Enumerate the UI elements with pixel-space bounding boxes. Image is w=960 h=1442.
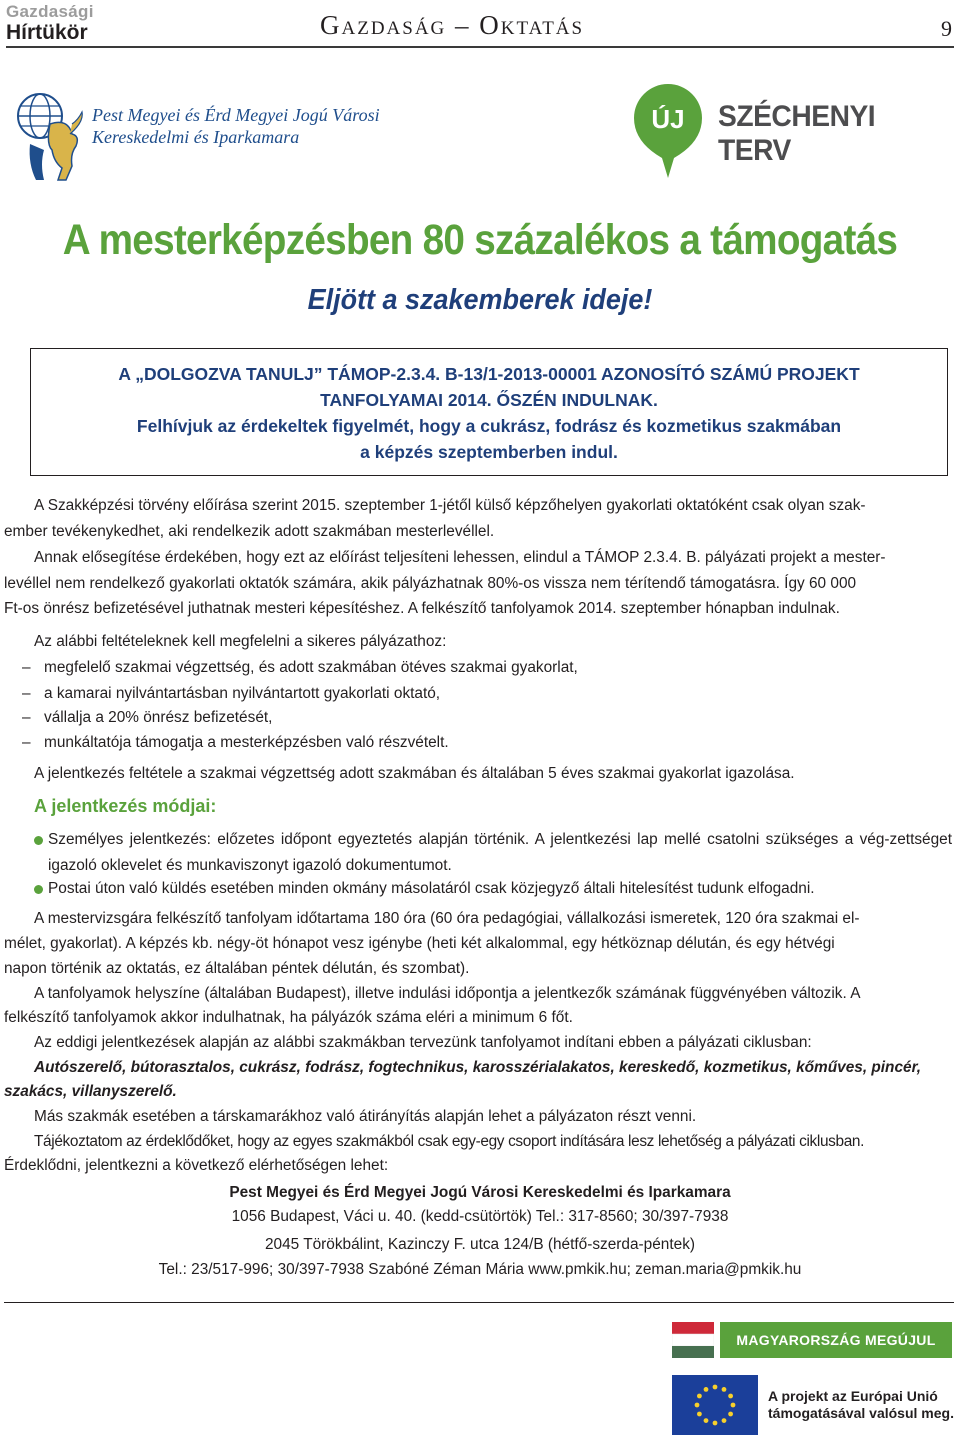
condition-text: vállalja a 20% önrész befizetését, bbox=[44, 709, 273, 726]
section-title: Gazdaság – Oktatás bbox=[320, 10, 585, 40]
trades-line: szakács, villanyszerelő. bbox=[4, 1083, 177, 1100]
condition-text: a kamarai nyilvántartásban nyilvántartott gyakorlati oktató, bbox=[44, 685, 441, 702]
chamber-name-line1: Pest Megyei és Érd Megyei Jogú Városi bbox=[92, 105, 380, 125]
intro-line: levéllel nem rendelkező gyakorlati oktatók számára, akik pályázhatnak 80%-os vissza nem térítendő támogatásra. Így 60 000 bbox=[4, 575, 857, 592]
notice-line: TANFOLYAMAI 2014. ŐSZÉN INDULNAK. bbox=[320, 390, 658, 410]
article-subtitle: Eljött a szakemberek ideje! bbox=[307, 284, 653, 316]
article-title: A mesterképzésben 80 százalékos a támogatás bbox=[62, 216, 898, 264]
szechenyi-text: SZÉCHENYI TERV bbox=[718, 100, 876, 167]
application-method-text: Postai úton való küldés esetében minden okmány másolatáról csak közjegyző általi hitelesítést tudunk elfogadni. bbox=[48, 880, 815, 897]
eu-support-line: A projekt az Európai Unió bbox=[768, 1388, 938, 1404]
application-condition: A jelentkezés feltétele a szakmai végzettség adott szakmában és általában 5 éves szakmai gyakorlat igazolása. bbox=[34, 765, 795, 782]
eu-support-text bbox=[768, 1388, 954, 1422]
application-method-item bbox=[34, 876, 952, 902]
contact-org: Pest Megyei és Érd Megyei Jogú Városi Kereskedelmi és Iparkamara bbox=[229, 1184, 731, 1201]
course-info-line: mélet, gyakorlat). A képzés kb. négy-öt hónapot vesz igénybe (heti két alkalommal, egy hétköznap délután, és egy hétvégi bbox=[4, 935, 835, 952]
intro-line: A Szakképzési törvény előírása szerint 2015. szeptember 1-jétől külső képzőhelyen gyakorlati oktatóként csak olyan szak- bbox=[34, 497, 866, 514]
closing-line: Más szakmák esetében a társkamarákhoz való átirányítás alapján lehet a pályázaton részt venni. bbox=[34, 1108, 697, 1125]
chamber-name bbox=[92, 104, 422, 148]
condition-item: – vállalja a 20% önrész befizetését, bbox=[22, 709, 273, 726]
notice-line: Felhívjuk az érdekeltek figyelmét, hogy a cukrász, fodrász és kozmetikus szakmában bbox=[136, 416, 842, 436]
application-method-item bbox=[34, 827, 952, 879]
condition-text: megfelelő szakmai végzettség, és adott szakmában ötéves szakmai gyakorlat, bbox=[44, 659, 578, 676]
page-number: 9 bbox=[941, 16, 952, 41]
condition-item: – megfelelő szakmai végzettség, és adott szakmában ötéves szakmai gyakorlat, bbox=[22, 659, 578, 676]
condition-item: – a kamarai nyilvántartásban nyilvántartott gyakorlati oktató, bbox=[22, 685, 441, 702]
course-info-line: A mestervizsgára felkészítő tanfolyam időtartama 180 óra (60 óra pedagógiai, vállalkozási ismeretek, 120 óra szakmai el- bbox=[34, 910, 860, 927]
notice-line: A „DOLGOZVA TANULJ” TÁMOP-2.3.4. B-13/1-2013-00001 AZONOSÍTÓ SZÁMÚ PROJEKT bbox=[118, 364, 860, 384]
footer-rule bbox=[4, 1302, 954, 1303]
magyarorszag-megujul-banner: MAGYARORSZÁG MEGÚJUL bbox=[720, 1322, 952, 1358]
masthead bbox=[6, 2, 136, 45]
szechenyi-pin-icon bbox=[630, 80, 706, 180]
application-method-text: Személyes jelentkezés: előzetes időpont egyeztetés alapján történik. A jelentkezési lap mellé csatolni szükséges a vég-zettséget igazoló oklevelet és munkaviszonyt igazoló dokumentumot. bbox=[48, 831, 952, 874]
masthead-top: Gazdasági bbox=[6, 2, 94, 21]
masthead-bottom: Hírtükör bbox=[6, 21, 88, 44]
course-info-line: felkészítő tanfolyamok akkor indulhatnak, ha pályázók száma eléri a minimum 6 főt. bbox=[4, 1009, 573, 1026]
closing-line: Érdeklődni, jelentkezni a következő elérhetőségen lehet: bbox=[4, 1157, 389, 1174]
conditions-intro: Az alábbi feltételeknek kell megfelelni a sikeres pályázathoz: bbox=[34, 633, 447, 650]
contact-address-1: 1056 Budapest, Váci u. 40. (kedd-csütörtök) Tel.: 317-8560; 30/397-7938 bbox=[231, 1208, 729, 1225]
course-info-line: Az eddigi jelentkezések alapján az alábbi szakmákban tervezünk tanfolyamot indítani ebben a pályázati ciklusban: bbox=[34, 1034, 812, 1051]
condition-item: – munkáltatója támogatja a mesterképzésben való részvételt. bbox=[22, 734, 449, 751]
header-rule bbox=[6, 46, 954, 48]
course-info-line: A tanfolyamok helyszíne (általában Budapest), illetve indulási időpontja a jelentkezők számának függvényében változik. A bbox=[34, 985, 861, 1002]
application-heading: A jelentkezés módjai: bbox=[34, 796, 217, 816]
course-info-line: napon történik az oktatás, ez általában péntek délután, és szombat). bbox=[4, 960, 470, 977]
intro-line: ember tevékenykedhet, aki rendelkezik adott szakmában mesterlevéllel. bbox=[4, 523, 495, 540]
notice-box bbox=[30, 348, 948, 476]
trades-line: Autószerelő, bútorasztalos, cukrász, fodrász, fogtechnikus, karosszérialakatos, kereskedő, kozmetikus, kőműves, pincér, bbox=[34, 1059, 921, 1076]
chamber-name-line2: Kereskedelmi és Iparkamara bbox=[92, 127, 300, 147]
bullet-icon bbox=[34, 885, 43, 894]
eu-support-line: támogatásával valósul meg. bbox=[768, 1405, 954, 1421]
contact-address-2: 2045 Törökbálint, Kazinczy F. utca 124/B (hétfő-szerda-péntek) bbox=[264, 1236, 696, 1253]
intro-line: Ft-os önrész befizetésével juthatnak mesteri képesítéshez. A felkészítő tanfolyamok 2014. szeptember hónapban indulnak. bbox=[4, 600, 840, 617]
hungarian-flag-icon bbox=[672, 1322, 714, 1358]
condition-text: munkáltatója támogatja a mesterképzésben való részvételt. bbox=[44, 734, 449, 751]
eu-flag-icon bbox=[672, 1375, 758, 1435]
notice-line: a képzés szeptemberben indul. bbox=[360, 442, 618, 462]
uj-badge: ÚJ bbox=[651, 104, 685, 134]
intro-line: Annak elősegítése érdekében, hogy ezt az előírást teljesíteni lehessen, elindul a TÁMOP 2.3.4. B. pályázati projekt a mester- bbox=[34, 549, 886, 566]
chamber-griffin-globe-icon bbox=[10, 84, 90, 184]
contact-phone: Tel.: 23/517-996; 30/397-7938 Szabóné Zéman Mária www.pmkik.hu; zeman.maria@pmkik.hu bbox=[158, 1261, 802, 1278]
bullet-icon bbox=[34, 836, 43, 845]
closing-line: Tájékoztatom az érdeklődőket, hogy az egyes szakmákból csak egy-egy csoport indítására lesz lehetőség a pályázati ciklusban. bbox=[34, 1133, 865, 1150]
